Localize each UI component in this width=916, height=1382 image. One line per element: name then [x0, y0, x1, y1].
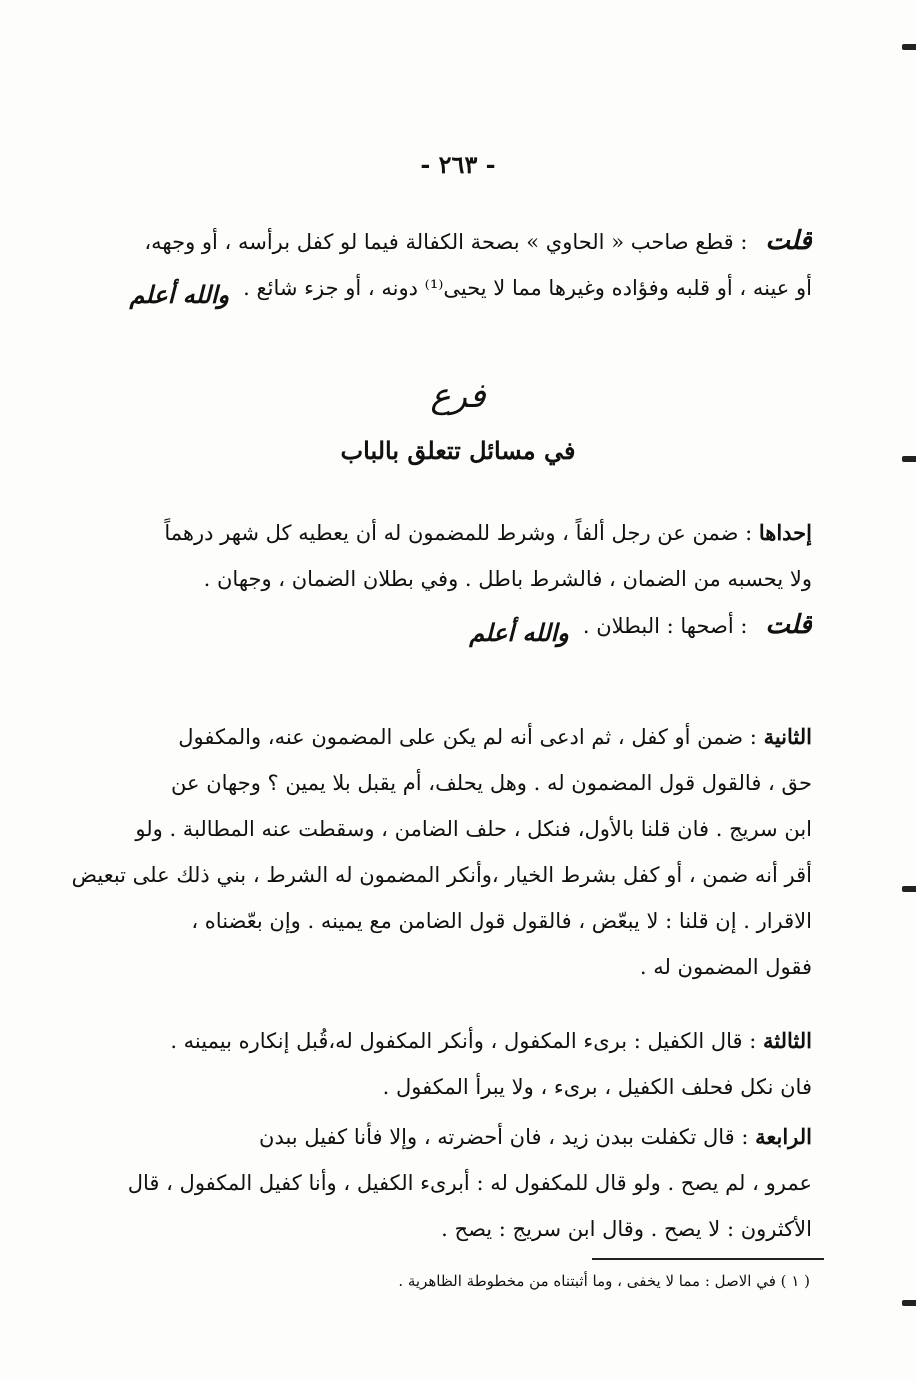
- text-line: [72, 944, 812, 990]
- text-line: [72, 264, 812, 310]
- paragraph-text: : أصحها : البطلان .: [582, 614, 748, 638]
- issue-label: الثانية: [763, 724, 812, 749]
- paragraph-text: فقول المضمون له .: [639, 955, 812, 979]
- issue-label: الثالثة: [763, 1028, 812, 1053]
- closing-formula: والله أعلم: [469, 618, 569, 647]
- text-line: [72, 1018, 812, 1064]
- paragraph-text: الاقرار . إن قلنا : لا يبعّض ، فالقول قول الضامن مع يمينه . وإن بعّضناه ،: [191, 909, 812, 933]
- page-edge-mark: [902, 44, 916, 50]
- section-title: فرع: [430, 376, 486, 416]
- paragraph-text: : ضمن أو كفل ، ثم ادعى أنه لم يكن على المضمون عنه، والمكفول: [178, 725, 757, 749]
- text-line: [72, 510, 812, 556]
- paragraph-text: عمرو ، لم يصح . ولو قال للمكفول له : أبرىء الكفيل ، وأنا كفيل المكفول ، قال: [127, 1171, 812, 1195]
- first-issue-paragraph: [72, 510, 812, 672]
- text-line: [72, 556, 812, 602]
- paragraph-text: حق ، فالقول قول المضمون له . وهل يحلف، أم يقبل بلا يمين ؟ وجهان عن: [171, 771, 812, 795]
- opening-paragraph: [72, 218, 812, 310]
- paragraph-text: ابن سريج . فان قلنا بالأول، فنكل ، حلف الضامن ، وسقطت عنه المطالبة . ولو: [135, 817, 812, 841]
- page-edge-mark: [902, 886, 916, 892]
- issue-label: الرابعة: [755, 1124, 812, 1149]
- paragraph-text: أو عينه ، أو قلبه وفؤاده وغيرها مما لا يحيى⁽¹⁾ دونه ، أو جزء شائع .: [243, 276, 812, 300]
- qult-keyword: قلت: [765, 610, 812, 640]
- text-line: [72, 1114, 812, 1160]
- paragraph-text: الأكثرون : لا يصح . وقال ابن سريج : يصح .: [441, 1217, 812, 1241]
- issue-label: إحداها: [758, 520, 812, 545]
- text-line: [72, 852, 812, 898]
- text-line: [72, 218, 812, 264]
- page-edge-mark: [902, 1300, 916, 1306]
- text-line: [72, 1160, 812, 1206]
- paragraph-text: أقر أنه ضمن ، أو كفل بشرط الخيار ،وأنكر المضمون له الشرط ، بني ذلك على تبعيض: [72, 863, 812, 887]
- section-subtitle: في مسائل تتعلق بالباب: [340, 436, 576, 465]
- footnote: ( ١ ) في الاصل : مما لا يخفى ، وما أثبتناه من مخطوطة الظاهرية .: [398, 1272, 810, 1290]
- closing-formula: والله أعلم: [129, 280, 230, 309]
- text-line: [72, 602, 812, 672]
- paragraph-text: فان نكل فحلف الكفيل ، برىء ، ولا يبرأ المكفول .: [382, 1075, 812, 1099]
- text-line: [72, 714, 812, 760]
- text-line: [72, 806, 812, 852]
- qult-keyword: قلت: [765, 226, 812, 256]
- text-line: [72, 898, 812, 944]
- paragraph-text: : قطع صاحب « الحاوي » بصحة الكفالة فيما لو كفل برأسه ، أو وجهه،: [144, 230, 748, 254]
- page-number: - ٢٦٣ -: [420, 150, 496, 179]
- text-line: [72, 1206, 812, 1252]
- footnote-separator: [592, 1258, 824, 1260]
- third-issue-paragraph: [72, 1018, 812, 1110]
- paragraph-text: : ضمن عن رجل ألفاً ، وشرط للمضمون له أن يعطيه كل شهر درهماً: [164, 521, 753, 545]
- paragraph-text: : قال تكفلت ببدن زيد ، فان أحضرته ، وإلا فأنا كفيل ببدن: [259, 1125, 749, 1149]
- text-line: [72, 1064, 812, 1110]
- paragraph-text: ولا يحسبه من الضمان ، فالشرط باطل . وفي بطلان الضمان ، وجهان .: [203, 567, 812, 591]
- paragraph-text: : قال الكفيل : برىء المكفول ، وأنكر المكفول له،قُبل إنكاره بيمينه .: [170, 1029, 757, 1053]
- text-line: [72, 760, 812, 806]
- second-issue-paragraph: [72, 714, 812, 990]
- fourth-issue-paragraph: [72, 1114, 812, 1252]
